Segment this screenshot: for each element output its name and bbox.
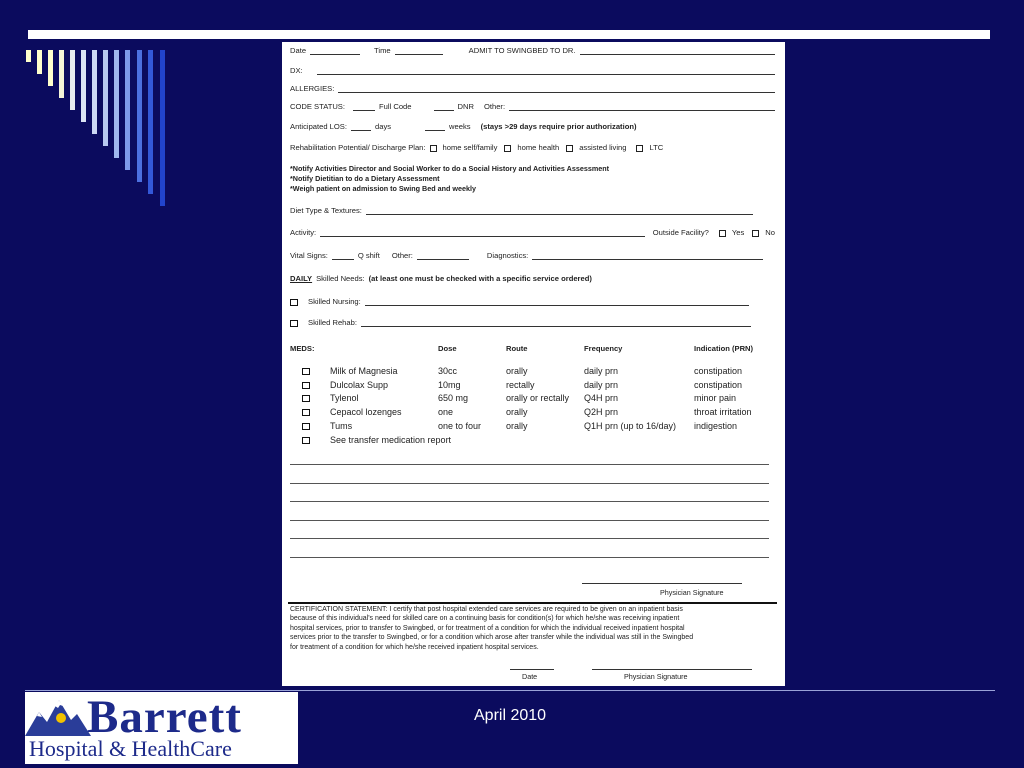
diagnostics-label: Diagnostics:: [486, 251, 529, 260]
vitals-other-field[interactable]: [417, 253, 469, 260]
diet-field[interactable]: [366, 208, 753, 215]
logo-subtitle: Hospital & HealthCare: [29, 736, 232, 761]
outside-yes-checkbox[interactable]: [719, 230, 726, 237]
orders-line[interactable]: [290, 538, 769, 539]
dose-header: Dose: [438, 344, 457, 353]
med-dose: 650 mg: [438, 393, 469, 403]
los-weeks-label: weeks: [449, 122, 471, 131]
skilled-rehab-field[interactable]: [361, 320, 751, 327]
los-weeks-field[interactable]: [425, 124, 445, 131]
route-header: Route: [506, 344, 528, 353]
rehab-option: LTC: [649, 143, 664, 152]
cert-line: services prior to the transfer to Swingbed, or for a condition which arose after transfer while the individual was still in the Swingbed: [290, 634, 694, 642]
deco-bar: [125, 50, 130, 170]
med-dose: 10mg: [438, 380, 461, 390]
vitals-field[interactable]: [332, 253, 354, 260]
swingbed-admission-form: [282, 42, 785, 686]
med-indication: throat irritation: [694, 407, 752, 417]
notify-line: *Weigh patient on admission to Swing Bed and weekly: [290, 184, 476, 193]
med-dose: one to four: [438, 421, 482, 431]
diet-label: Diet Type & Textures:: [290, 206, 362, 215]
dx-field[interactable]: [317, 68, 775, 75]
med-route: rectally: [506, 380, 535, 390]
deco-bar: [160, 50, 165, 206]
indication-header: Indication (PRN): [694, 344, 754, 353]
cert-line: for treatment of a condition for which he/she received inpatient hospital services.: [290, 643, 539, 651]
orders-line[interactable]: [290, 483, 769, 484]
q-shift-label: Q shift: [357, 251, 380, 260]
med-dose: 30cc: [438, 366, 458, 376]
date-field[interactable]: [310, 48, 360, 55]
allergies-field[interactable]: [338, 86, 775, 93]
barrett-logo: [25, 692, 298, 764]
time-field[interactable]: [395, 48, 443, 55]
skilled-nursing-label: Skilled Nursing:: [308, 297, 361, 306]
rehab-assisted-living-checkbox[interactable]: [566, 145, 573, 152]
code-status-label: CODE STATUS:: [290, 102, 345, 111]
time-label: Time: [374, 46, 391, 55]
orders-line[interactable]: [290, 501, 769, 502]
cert-line: CERTIFICATION STATEMENT: I certify that post hospital extended care services are required to be given on an inpatient basis: [290, 606, 683, 613]
orders-line[interactable]: [290, 464, 769, 465]
deco-bar: [103, 50, 108, 146]
cert-line: hospital services, prior to transfer to Swingbed, or for treatment of a condition for which the individual received inpatient hospital: [290, 624, 685, 632]
dnr-field[interactable]: [434, 104, 454, 111]
skilled-nursing-field[interactable]: [365, 299, 749, 306]
orders-line[interactable]: [290, 520, 769, 521]
deco-bar: [92, 50, 97, 134]
outside-no-checkbox[interactable]: [752, 230, 759, 237]
rehab-home-health-checkbox[interactable]: [504, 145, 511, 152]
cert-date-label: Date: [522, 672, 538, 681]
full-code-label: Full Code: [379, 102, 412, 111]
med-name: Milk of Magnesia: [330, 366, 398, 376]
skilled-rehab-checkbox[interactable]: [290, 320, 298, 327]
date-label: Date: [290, 46, 307, 55]
notify-line: *Notify Activities Director and Social Worker to do a Social History and Activities Assessment: [290, 164, 610, 173]
certification-rule: [288, 602, 777, 604]
med-indication: constipation: [694, 380, 743, 390]
deco-bar: [137, 50, 142, 182]
skilled-needs-label: Skilled Needs:: [316, 274, 365, 283]
med-indication: indigestion: [694, 421, 738, 431]
rehab-option: home health: [517, 143, 560, 152]
cert-line: because of this individual's need for skilled care on a continuing basis for condition(s) for which he/she was receiving inpatient: [290, 615, 680, 623]
med-frequency: Q2H prn: [584, 407, 619, 417]
cert-signature-line[interactable]: [592, 669, 752, 670]
code-other-field[interactable]: [509, 104, 775, 111]
los-label: Anticipated LOS:: [290, 122, 347, 131]
certification-statement: [290, 605, 774, 652]
med-name: Tylenol: [330, 393, 359, 403]
med-frequency: Q1H prn (up to 16/day): [584, 421, 677, 431]
deco-bar: [59, 50, 64, 98]
cert-signature-label: Physician Signature: [624, 672, 688, 681]
transfer-med-report: See transfer medication report: [330, 435, 452, 445]
deco-bar: [70, 50, 75, 110]
med-name: Dulcolax Supp: [330, 380, 389, 390]
los-note: (stays >29 days require prior authorization): [480, 122, 637, 131]
code-other-label: Other:: [483, 102, 506, 111]
rehab-label: Rehabilitation Potential/ Discharge Plan:: [290, 143, 426, 152]
admit-dr-field[interactable]: [580, 48, 775, 55]
rehab-option: home self/family: [442, 143, 498, 152]
orders-line[interactable]: [290, 557, 769, 558]
cert-date-line[interactable]: [510, 669, 554, 670]
med-indication: minor pain: [694, 393, 737, 403]
deco-bar: [81, 50, 86, 122]
med-route: orally: [506, 366, 528, 376]
med-route: orally: [506, 407, 528, 417]
med-checkbox[interactable]: [302, 368, 310, 375]
med-route: orally or rectally: [506, 393, 570, 403]
top-rule: [28, 30, 990, 39]
admit-label: ADMIT TO SWINGBED TO DR.: [468, 46, 576, 55]
vitals-other-label: Other:: [391, 251, 413, 260]
deco-bar: [114, 50, 119, 158]
outside-facility-label: Outside Facility?: [652, 228, 709, 237]
los-days-field[interactable]: [351, 124, 371, 131]
notify-line: *Notify Dietitian to do a Dietary Assessment: [290, 174, 440, 183]
rehab-home-self-checkbox[interactable]: [430, 145, 437, 152]
physician-signature-line[interactable]: [582, 583, 742, 584]
dnr-label: DNR: [457, 102, 474, 111]
meds-header: MEDS:: [290, 344, 315, 353]
allergies-label: ALLERGIES:: [290, 84, 335, 93]
skilled-rehab-label: Skilled Rehab:: [308, 318, 357, 327]
mountain-icon: [25, 692, 95, 738]
frequency-header: Frequency: [584, 344, 623, 353]
dx-label: DX:: [290, 66, 303, 75]
deco-bar: [26, 50, 31, 62]
med-checkbox[interactable]: [302, 423, 310, 430]
daily-label: DAILY: [290, 274, 313, 283]
med-name: Cepacol lozenges: [330, 407, 402, 417]
rehab-ltc-checkbox[interactable]: [636, 145, 643, 152]
vitals-label: Vital Signs:: [290, 251, 328, 260]
med-dose: one: [438, 407, 454, 417]
med-frequency: daily prn: [584, 366, 619, 376]
activity-field[interactable]: [320, 230, 645, 237]
med-checkbox[interactable]: [302, 382, 310, 389]
no-label: No: [765, 228, 775, 237]
med-frequency: daily prn: [584, 380, 619, 390]
med-checkbox[interactable]: [302, 437, 310, 444]
diagnostics-field[interactable]: [532, 253, 763, 260]
med-name: Tums: [330, 421, 353, 431]
skilled-needs-note: (at least one must be checked with a specific service ordered): [368, 274, 592, 283]
footer-date: April 2010: [474, 707, 547, 724]
rehab-option: assisted living: [579, 143, 627, 152]
deco-bar: [48, 50, 53, 86]
med-checkbox[interactable]: [302, 395, 310, 402]
logo-wordmark: Barrett: [87, 691, 242, 743]
yes-label: Yes: [731, 228, 745, 237]
activity-label: Activity:: [290, 228, 317, 237]
deco-bar: [148, 50, 153, 194]
med-indication: constipation: [694, 366, 743, 376]
full-code-field[interactable]: [353, 104, 375, 111]
skilled-nursing-checkbox[interactable]: [290, 299, 298, 306]
med-frequency: Q4H prn: [584, 393, 619, 403]
los-days-label: days: [375, 122, 392, 131]
deco-bar: [37, 50, 42, 74]
med-route: orally: [506, 421, 528, 431]
med-checkbox[interactable]: [302, 409, 310, 416]
physician-signature-label: Physician Signature: [660, 588, 724, 597]
